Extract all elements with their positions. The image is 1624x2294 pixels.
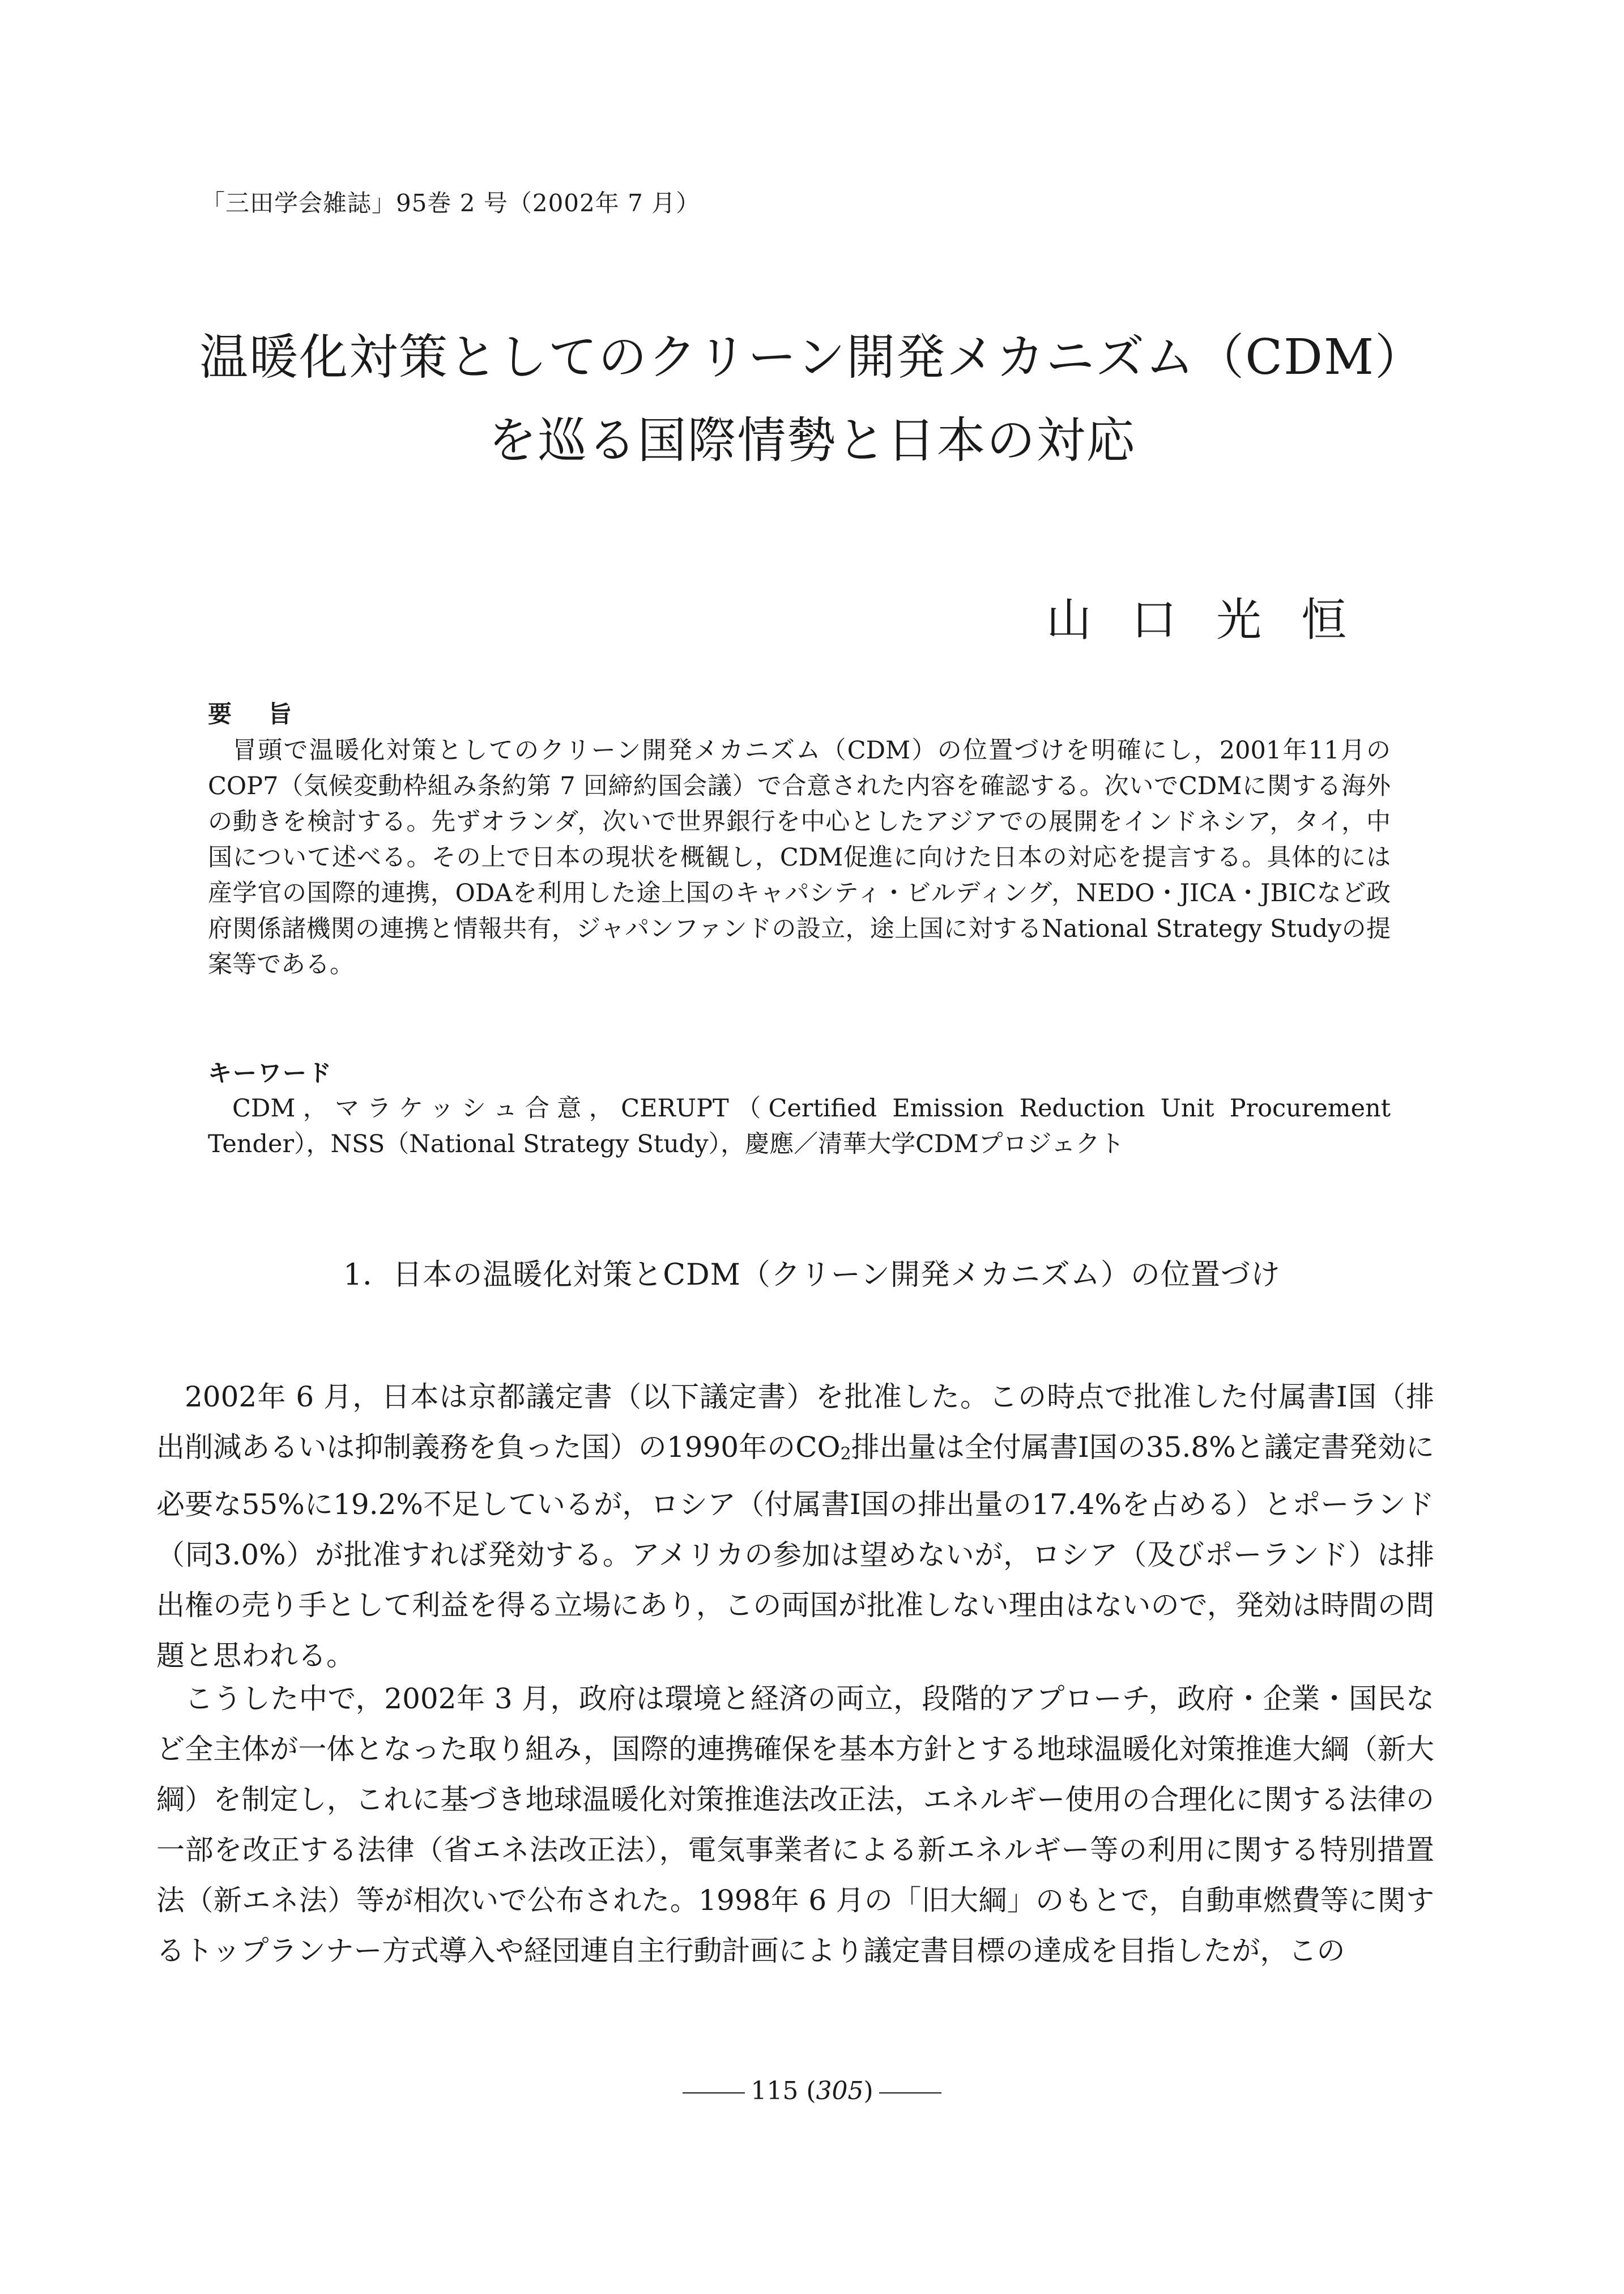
paragraph-1-part-b: 排出量は全付属書Ⅰ国の35.8%と議定書発効に必要な55%に19.2%不足しているが，ロシア（付属書Ⅰ国の排出量の17.4%を占める）とポーランド（同3.0%）が批准すれば発効する。アメリカの参加は望めないが，ロシア（及びポーランド）は排出権の売り手として利益を得る立場にあり，この両国が批准しない理由はないので，発効は時間の問題と思われる。 (156, 1431, 1434, 1672)
footer-dash-right (879, 2092, 941, 2093)
body-paragraph-1 (156, 1372, 1434, 1681)
abstract-text: 冒頭で温暖化対策としてのクリーン開発メカニズム（CDM）の位置づけを明確にし，2001年11月のCOP7（気候変動枠組み条約第 7 回締約国会議）で合意された内容を確認する。次いでCDMに関する海外の動きを検討する。先ずオランダ，次いで世界銀行を中心としたアジアでの展開をインドネシア，タイ，中国について述べる。その上で日本の現状を概観し，CDM促進に向けた日本の対応を提言する。具体的には産学官の国際的連携，ODAを利用した途上国のキャパシティ・ビルディング，NEDO・JICA・JBICなど政府関係諸機関の連携と情報共有，ジャパンファンドの設立，途上国に対するNational Strategy Studyの提案等である。 (208, 736, 1391, 979)
section-heading: 1．日本の温暖化対策とCDM（クリーン開発メカニズム）の位置づけ (343, 1258, 1281, 1292)
co2-subscript: 2 (840, 1444, 851, 1464)
journal-header: 「三田学会雑誌」95巻 2 号（2002年 7 月） (201, 189, 701, 217)
keywords-label: キーワード (208, 1059, 333, 1087)
page-footer: 115 (305) (0, 2076, 1624, 2105)
original-page-number: 305 (816, 2076, 864, 2105)
abstract-label: 要旨 (208, 700, 329, 728)
keywords-text: CDM，マラケッシュ合意，CERUPT（Certified Emission Reduction Unit Procurement Tender），NSS（National Strategy Study），慶應／清華大学CDMプロジェクト (208, 1094, 1391, 1158)
paper-title-line-2: を巡る国際情勢と日本の対応 (488, 412, 1136, 469)
footer-dash-left (683, 2092, 745, 2093)
paragraph-1-part-a: 2002年 6 月，日本は京都議定書（以下議定書）を批准した。この時点で批准した付属書Ⅰ国（排出削減あるいは抑制義務を負った国）の1990年のCO (156, 1380, 1435, 1464)
page-number: 115 (751, 2076, 799, 2105)
body-paragraph-2: こうした中で，2002年 3 月，政府は環境と経済の両立，段階的アプローチ，政府・企業・国民など全主体が一体となった取り組み，国際的連携確保を基本方針とする地球温暖化対策推進大綱（新大綱）を制定し，これに基づき地球温暖化対策推進法改正法，エネルギー使用の合理化に関する法律の一部を改正する法律（省エネ法改正法），電気事業者による新エネルギー等の利用に関する特別措置法（新エネ法）等が相次いで公布された。1998年 6 月の「旧大綱」のもとで，自動車燃費等に関するトップランナー方式導入や経団連自主行動計画により議定書目標の達成を目指したが，この (156, 1682, 1434, 1967)
author-name: 山口光恒 (1046, 594, 1386, 646)
paper-title-line-1: 温暖化対策としてのクリーン開発メカニズム（CDM） (199, 329, 1425, 386)
